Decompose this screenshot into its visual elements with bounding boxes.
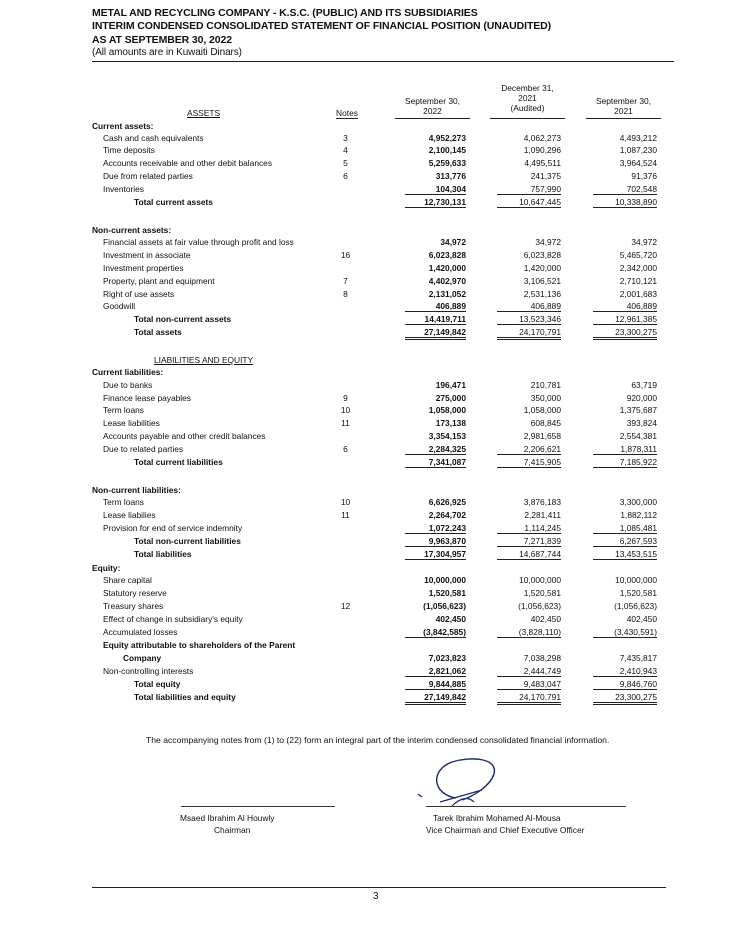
row-c2-total-le: 24,170,791 xyxy=(497,692,561,705)
row-note-lease-liab: 11 xyxy=(341,418,350,428)
page-number: 3 xyxy=(373,891,379,902)
row-c3-treasury: (1,056,623) xyxy=(614,601,657,611)
row-c2-term-loans: 1,058,000 xyxy=(523,405,561,415)
col2-underline xyxy=(490,118,565,119)
row-label-goodwill: Goodwill xyxy=(103,301,136,311)
row-c3-due-to: 1,878,311 xyxy=(593,444,657,455)
row-c3-inventories: 702,548 xyxy=(593,184,657,195)
row-c3-total-equity: 9,846,760 xyxy=(593,679,657,690)
row-c2-fin-assets: 34,972 xyxy=(535,237,561,247)
row-c1-inv-prop: 1,420,000 xyxy=(428,263,466,273)
row-c2-payables: 2,981,658 xyxy=(523,431,561,441)
footer-divider xyxy=(92,887,666,888)
row-c2-lease-liab: 608,845 xyxy=(530,418,561,428)
row-c1-total-nca: 14,419,711 xyxy=(405,314,466,325)
col1-underline xyxy=(395,118,470,119)
row-note-due-from: 6 xyxy=(343,171,348,181)
row-c3-total-cl: 7,185,922 xyxy=(593,457,657,468)
row-label-due-from: Due from related parties xyxy=(103,171,193,181)
row-label-nc-lease: Lease liabilies xyxy=(103,510,156,520)
row-c3-nci: 2,410,943 xyxy=(593,666,657,677)
row-label-nci: Non-controlling interests xyxy=(103,666,194,676)
row-c2-total-ncl: 7,271,839 xyxy=(497,536,561,547)
row-c1-cash: 4,952,273 xyxy=(428,133,466,143)
row-c2-associate: 6,023,828 xyxy=(523,250,561,260)
row-c3-time-deposits: 1,087,230 xyxy=(619,145,657,155)
row-c2-subs-change: 402,450 xyxy=(530,614,561,624)
row-c2-due-banks: 210,781 xyxy=(530,380,561,390)
row-c2-goodwill: 406,889 xyxy=(497,301,561,312)
row-c1-total-assets: 27,149,842 xyxy=(405,327,466,340)
row-label-associate: Investment in associate xyxy=(103,250,191,260)
row-label-acc-losses: Accumulated losses xyxy=(103,627,178,637)
current-liabilities-heading: Current liabilities: xyxy=(92,367,164,377)
row-label-total-ncl: Total non-current liabilities xyxy=(134,536,241,546)
row-c3-fin-assets: 34,972 xyxy=(631,237,657,247)
row-c3-payables: 2,554,381 xyxy=(619,431,657,441)
row-label-time-deposits: Time deposits xyxy=(103,145,155,155)
statement-note: The accompanying notes from (1) to (22) form an integral part of the interim condensed consolidated financial information. xyxy=(146,735,610,745)
row-label-total-nca: Total non-current assets xyxy=(134,314,232,324)
row-c3-total-ncl: 6,267,593 xyxy=(593,536,657,547)
row-c1-rou: 2,131,052 xyxy=(428,289,466,299)
row-label-due-to: Due to related parties xyxy=(103,444,184,454)
row-c1-term-loans: 1,058,000 xyxy=(428,405,466,415)
row-note-receivables: 5 xyxy=(343,158,348,168)
row-c1-nci: 2,821,062 xyxy=(405,666,466,677)
row-label-fin-lease: Finance lease payables xyxy=(103,393,191,403)
row-label-inv-prop: Investment properties xyxy=(103,263,184,273)
row-c3-due-from: 91,376 xyxy=(631,171,657,181)
row-note-nc-lease: 11 xyxy=(341,510,350,520)
row-label-share-cap: Share capital xyxy=(103,575,152,585)
row-c3-nc-lease: 1,882,112 xyxy=(620,510,657,520)
row-c3-rou: 2,001,683 xyxy=(619,289,657,299)
row-c1-receivables: 5,259,633 xyxy=(428,158,466,168)
row-c1-eq-parent: 7,023,823 xyxy=(428,653,466,663)
row-c1-share-cap: 10,000,000 xyxy=(424,575,466,585)
row-c2-total-current-assets: 10,647,445 xyxy=(497,197,561,208)
row-c2-cash: 4,062,273 xyxy=(523,133,561,143)
row-c2-receivables: 4,495,511 xyxy=(524,158,561,168)
row-c1-statutory: 1,520,581 xyxy=(428,588,466,598)
row-c2-nc-lease: 2,281,411 xyxy=(524,510,561,520)
row-c3-share-cap: 10,000,000 xyxy=(615,575,657,585)
row-c2-nci: 2,444,749 xyxy=(497,666,561,677)
signature-image xyxy=(412,750,512,812)
row-c2-acc-losses: (3,828,110) xyxy=(497,627,561,638)
row-c1-treasury: (1,056,623) xyxy=(423,601,466,611)
row-c1-ppe: 4,402,970 xyxy=(428,276,466,286)
statement-title: INTERIM CONDENSED CONSOLIDATED STATEMENT OF FINANCIAL POSITION (UNAUDITED) xyxy=(92,20,552,32)
row-c2-time-deposits: 1,090,296 xyxy=(523,145,561,155)
row-label-receivables: Accounts receivable and other debit balances xyxy=(103,158,273,168)
row-label-payables: Accounts payable and other credit balances xyxy=(103,431,266,441)
row-note-time-deposits: 4 xyxy=(343,145,348,155)
row-c2-rou: 2,531,136 xyxy=(523,289,561,299)
equity-heading: Equity: xyxy=(92,563,121,573)
row-c2-fin-lease: 350,000 xyxy=(530,393,561,403)
row-label-total-assets: Total assets xyxy=(134,327,182,337)
col-sep-2021-heading: September 30, 2021 xyxy=(596,96,651,116)
row-c3-term-loans: 1,375,687 xyxy=(619,405,657,415)
row-c1-due-to: 2,284,325 xyxy=(405,444,466,455)
row-label-eosi: Provision for end of service indemnity xyxy=(103,523,243,533)
row-note-due-to: 6 xyxy=(343,444,348,454)
row-label-inventories: Inventories xyxy=(103,184,144,194)
row-label-total-le: Total liabilities and equity xyxy=(134,692,236,702)
row-c3-receivables: 3,964,524 xyxy=(619,158,657,168)
row-c1-goodwill: 406,889 xyxy=(405,301,466,312)
row-label-nc-term-loans: Term loans xyxy=(103,497,144,507)
row-c3-goodwill: 406,889 xyxy=(593,301,657,312)
ceo-name: Tarek Ibrahim Mohamed Al-Mousa xyxy=(433,813,561,823)
assets-heading: ASSETS xyxy=(187,108,221,118)
row-label-due-banks: Due to banks xyxy=(103,380,153,390)
row-c2-treasury: (1,056,623) xyxy=(518,601,561,611)
statement-date: AS AT SEPTEMBER 30, 2022 xyxy=(92,34,232,46)
row-label-eq-parent-line1: Equity attributable to shareholders of the Parent xyxy=(103,640,296,650)
row-c2-statutory: 1,520,581 xyxy=(523,588,561,598)
row-c2-ppe: 3,106,521 xyxy=(523,276,561,286)
row-label-subs-change: Effect of change in subsidiary's equity xyxy=(103,614,243,624)
row-c1-due-banks: 196,471 xyxy=(435,380,466,390)
row-c1-nc-lease: 2,264,702 xyxy=(428,510,466,520)
row-label-treasury: Treasury shares xyxy=(103,601,164,611)
row-c3-lease-liab: 393,824 xyxy=(626,418,657,428)
row-c1-fin-assets: 34,972 xyxy=(440,237,466,247)
row-c2-total-assets: 24,170,791 xyxy=(497,327,561,340)
notes-heading: Notes xyxy=(336,108,358,118)
row-label-eq-parent: Company xyxy=(123,653,162,663)
company-name: METAL AND RECYCLING COMPANY - K.S.C. (PUBLIC) AND ITS SUBSIDIARIES xyxy=(92,7,478,19)
row-c1-payables: 3,354,153 xyxy=(428,431,466,441)
row-note-term-loans: 10 xyxy=(340,405,351,415)
row-label-fin-assets: Financial assets at fair value through profit and loss xyxy=(103,237,294,247)
row-c1-total-cl: 7,341,087 xyxy=(405,457,466,468)
row-c1-due-from: 313,776 xyxy=(435,171,466,181)
row-label-statutory: Statutory reserve xyxy=(103,588,167,598)
row-label-total-cl: Total current liabilities xyxy=(134,457,223,467)
row-c2-total-nca: 13,523,346 xyxy=(497,314,561,325)
row-c1-acc-losses: (3,842,585) xyxy=(405,627,466,638)
row-c2-eosi: 1,114,245 xyxy=(497,523,561,534)
row-c3-eq-parent: 7,435,817 xyxy=(619,653,657,663)
signature-line-ceo xyxy=(426,806,626,807)
row-c2-total-equity: 9,483,047 xyxy=(497,679,561,690)
row-c3-statutory: 1,520,581 xyxy=(619,588,657,598)
row-c2-due-from: 241,375 xyxy=(530,171,561,181)
row-c2-due-to: 2,206,621 xyxy=(497,444,561,455)
row-c2-nc-term-loans: 3,876,183 xyxy=(523,497,561,507)
row-c3-total-liab: 13,453,515 xyxy=(593,549,657,560)
row-c3-total-assets: 23,300,275 xyxy=(593,327,657,340)
row-label-cash: Cash and cash equivalents xyxy=(103,133,204,143)
col-sep-2022-heading: September 30, 2022 xyxy=(405,96,460,116)
col-dec-2021-heading: December 31, 2021 (Audited) xyxy=(501,83,554,113)
current-assets-heading: Current assets: xyxy=(92,121,154,131)
row-c3-fin-lease: 920,000 xyxy=(626,393,657,403)
row-c2-total-cl: 7,415,905 xyxy=(497,457,561,468)
col3-underline xyxy=(586,118,661,119)
row-label-total-current-assets: Total current assets xyxy=(134,197,213,207)
row-note-treasury: 12 xyxy=(340,601,351,611)
row-note-fin-lease: 9 xyxy=(343,393,348,403)
row-note-nc-term-loans: 10 xyxy=(340,497,351,507)
row-c1-subs-change: 402,450 xyxy=(435,614,466,624)
row-note-rou: 8 xyxy=(343,289,348,299)
header-divider xyxy=(92,61,674,62)
row-label-rou: Right of use assets xyxy=(103,289,175,299)
row-c1-fin-lease: 275,000 xyxy=(435,393,466,403)
row-note-ppe: 7 xyxy=(343,276,348,286)
row-label-ppe: Property, plant and equipment xyxy=(103,276,215,286)
row-c1-nc-term-loans: 6,626,925 xyxy=(428,497,466,507)
chairman-name: Msaed Ibrahim Al Houwly xyxy=(180,813,275,823)
row-c3-cash: 4,493,212 xyxy=(619,133,657,143)
row-c1-lease-liab: 173,138 xyxy=(435,418,466,428)
row-c3-acc-losses: (3,430,591) xyxy=(593,627,657,638)
row-c1-total-le: 27,149,842 xyxy=(405,692,466,705)
row-c3-total-le: 23,300,275 xyxy=(593,692,657,705)
row-c3-due-banks: 63,719 xyxy=(631,380,657,390)
row-label-lease-liab: Lease liabilities xyxy=(103,418,160,428)
row-c2-eq-parent: 7,038,298 xyxy=(523,653,561,663)
row-c3-total-current-assets: 10,338,890 xyxy=(593,197,657,208)
row-c3-eosi: 1,085,481 xyxy=(593,523,657,534)
row-c3-ppe: 2,710,121 xyxy=(619,276,657,286)
row-note-associate: 16 xyxy=(340,250,351,260)
row-c1-total-ncl: 9,963,870 xyxy=(405,536,466,547)
row-label-term-loans: Term loans xyxy=(103,405,144,415)
row-c3-associate: 5,465,720 xyxy=(619,250,657,260)
row-note-cash: 3 xyxy=(343,133,348,143)
row-c3-nc-term-loans: 3,300,000 xyxy=(619,497,657,507)
chairman-title: Chairman xyxy=(214,825,251,835)
row-label-total-equity: Total equity xyxy=(134,679,181,689)
liabilities-equity-heading: LIABILITIES AND EQUITY xyxy=(154,355,254,365)
row-c1-eosi: 1,072,243 xyxy=(405,523,466,534)
non-current-assets-heading: Non-current assets: xyxy=(92,225,172,235)
ceo-title: Vice Chairman and Chief Executive Officer xyxy=(426,825,585,835)
signature-line-chairman xyxy=(181,806,335,807)
non-current-liabilities-heading: Non-current liabilities: xyxy=(92,485,181,495)
row-label-total-liab: Total liabilities xyxy=(134,549,192,559)
row-c1-total-liab: 17,304,957 xyxy=(405,549,466,560)
row-c1-total-equity: 9,844,885 xyxy=(405,679,466,690)
row-c3-subs-change: 402,450 xyxy=(626,614,657,624)
row-c1-total-current-assets: 12,730,131 xyxy=(405,197,466,208)
row-c2-share-cap: 10,000,000 xyxy=(519,575,561,585)
row-c2-inventories: 757,990 xyxy=(497,184,561,195)
row-c3-total-nca: 12,961,385 xyxy=(593,314,657,325)
currency-note: (All amounts are in Kuwaiti Dinars) xyxy=(92,47,242,58)
row-c3-inv-prop: 2,342,000 xyxy=(619,263,657,273)
row-c1-inventories: 104,304 xyxy=(405,184,466,195)
row-c2-total-liab: 14,687,744 xyxy=(497,549,561,560)
row-c1-associate: 6,023,828 xyxy=(428,250,466,260)
row-c2-inv-prop: 1,420,000 xyxy=(523,263,561,273)
row-c1-time-deposits: 2,100,145 xyxy=(428,145,466,155)
